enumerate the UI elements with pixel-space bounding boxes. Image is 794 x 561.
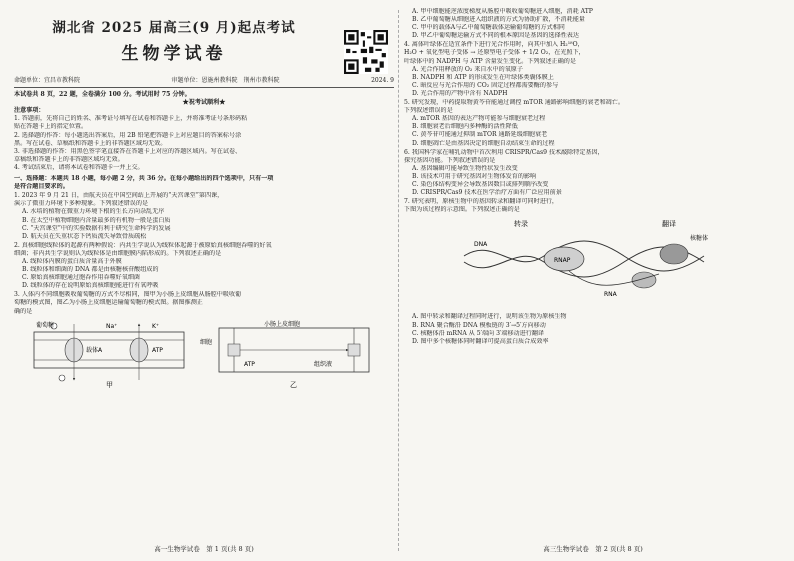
q3-option-b: B. 乙中葡萄糖从细胞进入组织液的方式为协助扩散，不消耗能量 [412,16,585,24]
k-label: K⁺ [152,322,160,330]
page-2 [404,8,782,553]
q7-stem-line: 7. 研究表明，原核生物中的基因转录和翻译可同时进行， [404,198,559,206]
ribosome-shape [632,272,656,288]
q6-option-a: A. 基因编辑可能导致生物性状发生改变 [412,164,518,172]
q5-option-c: C. 黄芩苷可能通过抑制 mTOR 通路延缓细胞衰老 [412,131,548,139]
q2-option-a: A. 线粒体内膜的蛋白质含量高于外膜 [22,257,122,265]
note-line: 草稿纸和答题卡上的非答题区域均无效。 [14,155,124,163]
q3-option-d: D. 甲乙中葡萄糖运输方式不同的根本原因是基因的选择性表达 [412,32,579,40]
note-line: 黑。写在试卷、草稿纸和答题卡上的非答题区域均无效。 [14,139,167,147]
page-2-footer: 高三生物学试卷 第 2 页(共 8 页) [543,544,643,553]
reviewer-unit: 审题单位：恩施州教科院 荆州市教科院 [171,77,280,84]
question-6 [404,149,782,198]
q3-option-a: A. 甲中细胞能逆浓度梯度从肠腔中吸收葡萄糖进入细胞，消耗 ATP [412,8,593,15]
page-1-footer: 高一生物学试卷 第 1 页(共 8 页) [154,544,254,553]
q2-option-d: D. 线粒体的存在说明原始真核细胞能进行有氧呼吸 [22,282,159,290]
rna-label: RNA [604,291,617,299]
cell-label: 细胞 [200,338,213,346]
carrier-a-label: 载体A [86,346,103,354]
page-1 [14,8,394,553]
q4-option-c: C. 暗反应与光合作用的 CO₂ 固定过程都需要酶的参与 [412,81,559,89]
atp-label-yi: ATP [244,360,255,368]
q2-stem-line: 细菌；非内共生学说则认为线粒体是由细胞膜内陷形成的。下列叙述正确的是 [14,249,222,257]
exam-intro: 本试卷共 8 页，22 题，全卷满分 100 分。考试用时 75 分钟。 [14,91,191,99]
section-title-cont: 是符合题目要求的。 [14,183,69,191]
q2-stem-line: 2. 真核细胞线粒体的起源有两种假说：内共生学说认为线粒体起源于被原始真核细胞吞噬的好氧 [14,241,272,249]
q5-option-a: A. mTOR 基因的表达产物可能参与细胞衰老过程 [412,115,546,123]
q3-option-c: C. 甲中的载体A与乙中葡萄糖载体运输葡萄糖的方式相同 [412,24,565,32]
q7-option-a: A. 图中转录和翻译过程同时进行，说明该生物为原核生物 [412,313,567,321]
q3-stem-line: 确的是 [14,307,33,315]
exam-title: 湖北省 2025 届高三(9 月)起点考试 [52,20,296,36]
q7-option-d: D. 图中多个核糖体同时翻译可提高蛋白质合成效率 [412,337,549,345]
dna-label: DNA [474,241,488,249]
q2-option-b: B. 线粒体和细菌的 DNA 都是由核糖核苷酸组成的 [22,266,159,274]
page-divider [398,10,399,551]
atp-label: ATP [152,346,163,354]
q3-stem-line: 萄糖的模式图，图乙为小肠上皮细胞运输葡萄糖的模式图。据图推测正 [14,299,203,307]
q5-option-b: B. 细胞衰老后细胞内多种酶的活性降低 [412,123,518,131]
exam-date: 2024. 9 [371,77,394,84]
rnap-label: RNAP [554,257,571,265]
note-line: 2. 选择题的作答：每小题选出答案后，用 2B 铅笔把答题卡上对应题目的答案标号涂 [14,131,242,139]
section-title: 一、选择题：本题共 18 小题，每小题 2 分，共 36 分。在每小题给出的四个选项中，只有一项 [14,175,274,183]
q1-stem-line: 演示了微重力环境下多种现象。下列叙述错误的是 [14,200,149,208]
q6-option-c: C. 染色体结构变异会导致基因数目或排列顺序改变 [412,180,549,188]
q6-stem-line: 探究基因功能。下列叙述错误的是 [404,156,496,164]
question-4 [404,41,782,98]
transcription-label: 转录 [514,220,528,229]
q3-options [404,8,782,40]
q4-stem-line: 叶绿体中的 NADPH 与 ATP 含量发生变化。下列叙述正确的是 [404,57,576,65]
q4-option-b: B. NADPH 和 ATP 的形成发生在叶绿体类囊体膜上 [412,73,554,81]
note-line: 贴在答题卡上的指定位置。 [14,123,88,131]
figure-jia [34,321,184,389]
question-5 [404,99,782,148]
q6-option-d: D. CRISPR/Cas9 技术在医学治疗方面有广泛应用前景 [412,189,562,197]
ribosome-label: 核糖体 [690,235,709,243]
lumen-label: 小肠上皮细胞 [264,320,301,328]
note-line: 3. 非选择题的作答：用黑色签字笔直接答在答题卡上对应的答题区域内。写在试卷、 [14,147,242,155]
question-1 [14,192,394,241]
transcription-translation-figure [404,216,774,308]
qr-code-icon [344,30,388,74]
q1-option-c: C. “天宫课堂”中的实验数据有利于研究生命科学的发展 [22,224,171,232]
question-2 [14,242,394,291]
q7-stem-line: 下图为该过程的示意图。下列叙述正确的是 [404,206,520,214]
notes-title: 注意事项： [14,107,45,115]
note-line: 4. 考试结束后，请将本试卷和答题卡一并上交。 [14,163,144,171]
notes-list [14,115,394,172]
q4-stem-line: H₂O + 氧化型电子受体 → 还原型电子受体 + 1/2 O₂，在光照下， [404,49,585,57]
note-line: 1. 答题前，先将自己的姓名、准考证号填写在试卷和答题卡上，并将准考证号条形码粘 [14,115,248,123]
q1-option-b: B. 在太空中植物细胞内含量最多的有机物一般是蛋白质 [22,216,171,224]
translation-label: 翻译 [662,220,676,229]
question-3 [14,291,394,315]
na-label: Na⁺ [106,322,118,330]
exam-meta [14,77,394,88]
q7-option-c: C. 核糖体沿 mRNA 从 5′端向 3′端移动进行翻译 [412,329,545,337]
q1-option-d: D. 航天员在失重状态下钙质流失导致骨质疏松 [22,232,147,240]
q5-stem-line: 5. 研究发现，中药提取物黄芩苷能通过调控 mTOR 通路影响细胞的衰老和凋亡。 [404,99,624,107]
q7-options [404,313,782,345]
transport-figure [14,318,384,390]
glucose-dot [59,375,65,381]
q1-option-a: A. 水培的植物在微重力环境下根的生长方向杂乱无序 [22,208,165,216]
q7-option-b: B. RNA 聚合酶沿 DNA 模板链的 3′→5′方向移动 [412,321,546,329]
q1-stem-line: 1. 2023 年 9 月 21 日，由航天员在中国空间站上开展的“天宫课堂”第四课， [14,192,224,200]
question-7 [404,198,782,214]
q4-option-d: D. 光合作用的产物中含有 NADPH [412,89,508,97]
figure-yi [200,320,369,389]
q2-option-c: C. 原始真核细胞通过胞吞作用吞噬好氧细菌 [22,274,141,282]
q6-stem-line: 6. 我国科学家在哺乳动物中首次利用 CRISPR/Cas9 技术敲除特定基因， [404,148,604,156]
ribosome-shape [660,244,688,264]
subject-title: 生物学试卷 [121,44,227,64]
figure-jia-label: 甲 [106,380,113,389]
q6-option-b: B. 该技术可用于研究基因对生物体发育的影响 [412,172,537,180]
q3-stem-line: 3. 人体内不同细胞吸收葡萄糖的方式不尽相同，图甲为小肠上皮细胞从肠腔中吸收葡 [14,291,242,299]
good-luck: ★祝考试顺利★ [182,99,226,107]
q5-stem-line: 下列叙述错误的是 [404,107,453,115]
tissue-label: 组织液 [314,360,333,368]
q5-option-d: D. 细胞凋亡是由基因决定的细胞自动结束生命的过程 [412,139,555,147]
author-unit: 命题单位：宜昌市教科院 [14,77,81,84]
glucose-label: 葡萄糖 [36,321,55,329]
figure-yi-label: 乙 [290,380,297,389]
q4-stem-line: 4. 离体叶绿体在适宜条件下进行光合作用时，向其中加入 H₂¹⁸O， [404,41,584,49]
q4-option-a: A. 光合作用释放的 O₂ 来自水中的氧原子 [412,65,523,73]
